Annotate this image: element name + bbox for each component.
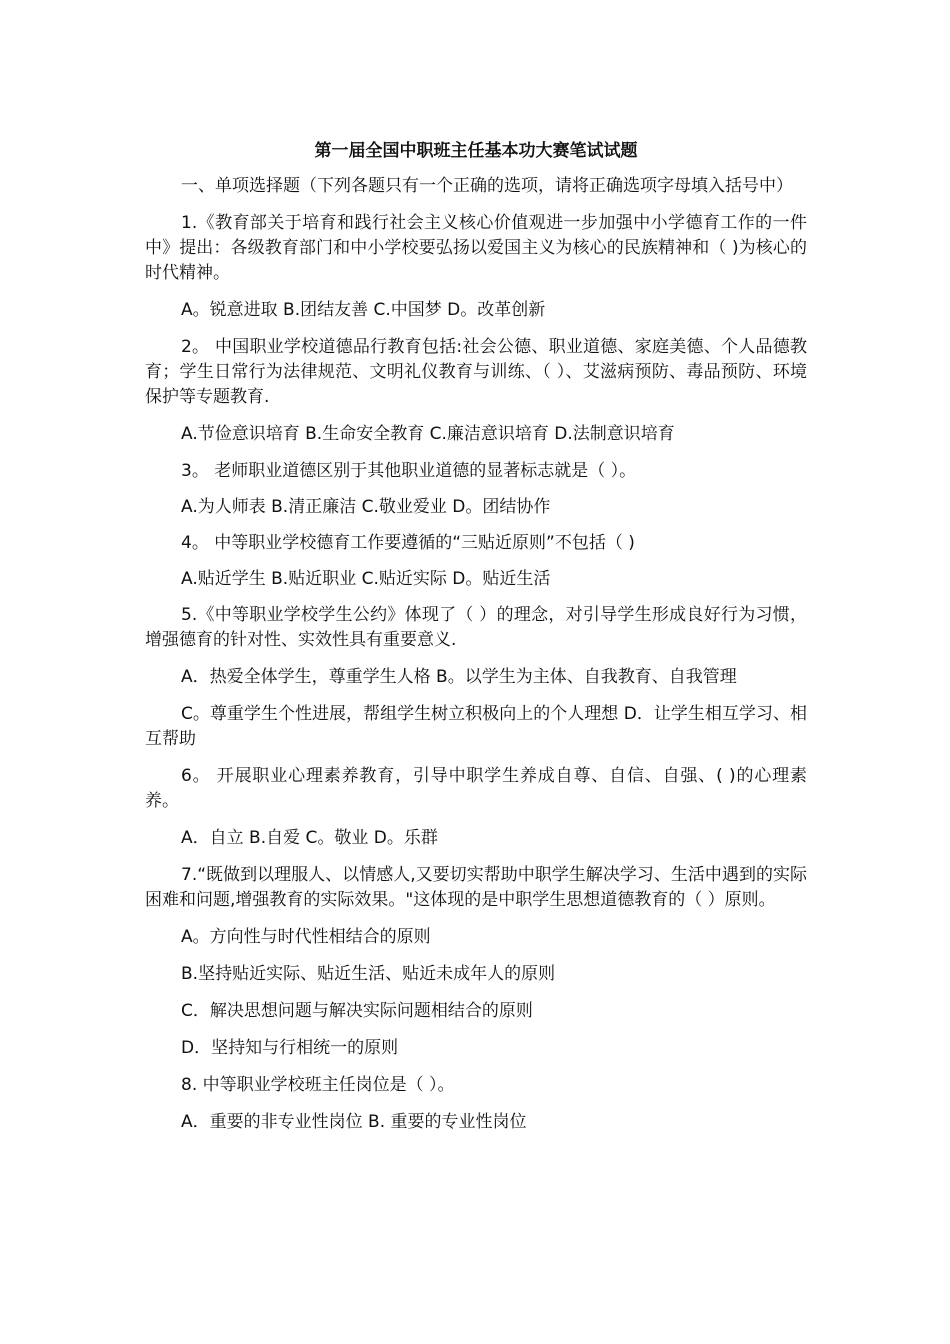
question-4: 4。 中等职业学校德育工作要遵循的“三贴近原则”不包括（ ) [181, 533, 635, 553]
question-6: 6。 开展职业心理素养教育，引导中职学生养成自尊、自信、自强、( )的心理素养。 [145, 766, 807, 811]
question-1-options: A。锐意进取 B.团结友善 C.中国梦 D。改革创新 [181, 300, 546, 320]
question-1: 1.《教育部关于培育和践行社会主义核心价值观进一步加强中小学德育工作的一件中》提出：各级教育部门和中小学校要弘扬以爱国主义为核心的民族精神和（ )为核心的时代精神。 [145, 213, 807, 283]
section-heading: 一、单项选择题（下列各题只有一个正确的选项，请将正确选项字母填入括号中） [181, 176, 793, 196]
question-7-option-d: D．坚持知与行相统一的原则 [181, 1038, 399, 1058]
question-5: 5.《中等职业学校学生公约》体现了（ ）的理念，对引导学生形成良好行为习惯，增强德育的针对性、实效性具有重要意义. [145, 605, 807, 650]
question-3-options: A.为人师表 B.清正廉洁 C.敬业爱业 D。团结协作 [181, 497, 551, 517]
question-5-options-ab: A．热爱全体学生，尊重学生人格 B。以学生为主体、自我教育、自我管理 [181, 667, 737, 687]
question-6-options: A．自立 B.自爱 C。敬业 D。乐群 [181, 828, 438, 848]
question-7-option-c: C．解决思想问题与解决实际问题相结合的原则 [181, 1001, 533, 1021]
document-title: 第一届全国中职班主任基本功大赛笔试试题 [314, 141, 638, 161]
question-7-option-a: A。方向性与时代性相结合的原则 [181, 927, 431, 947]
question-8-options: A．重要的非专业性岗位 B. 重要的专业性岗位 [181, 1112, 527, 1132]
question-4-options: A.贴近学生 B.贴近职业 C.贴近实际 D。贴近生活 [181, 569, 551, 589]
question-7-option-b: B.坚持贴近实际、贴近生活、贴近未成年人的原则 [181, 964, 556, 984]
question-3: 3。 老师职业道德区别于其他职业道德的显著标志就是（ ）。 [181, 461, 637, 481]
question-5-options-cd: C。尊重学生个性进展，帮组学生树立积极向上的个人理想 D．让学生相互学习、相互帮助 [145, 704, 807, 749]
question-2: 2。 中国职业学校道德品行教育包括:社会公德、职业道德、家庭美德、个人品德教育；学生日常行为法律规范、文明礼仪教育与训练、（ ）、艾滋病预防、毒品预防、环境保护等专题教育. [145, 337, 807, 407]
question-8: 8. 中等职业学校班主任岗位是（ ）。 [181, 1075, 455, 1095]
question-7: 7.“既做到以理服人、以情感人,又要切实帮助中职学生解决学习、生活中遇到的实际困难和问题,增强教育的实际效果。"这体现的是中职学生思想道德教育的（ ）原则。 [145, 865, 807, 910]
document-body [145, 139, 807, 1147]
question-2-options: A.节俭意识培育 B.生命安全教育 C.廉洁意识培育 D.法制意识培育 [181, 424, 675, 444]
